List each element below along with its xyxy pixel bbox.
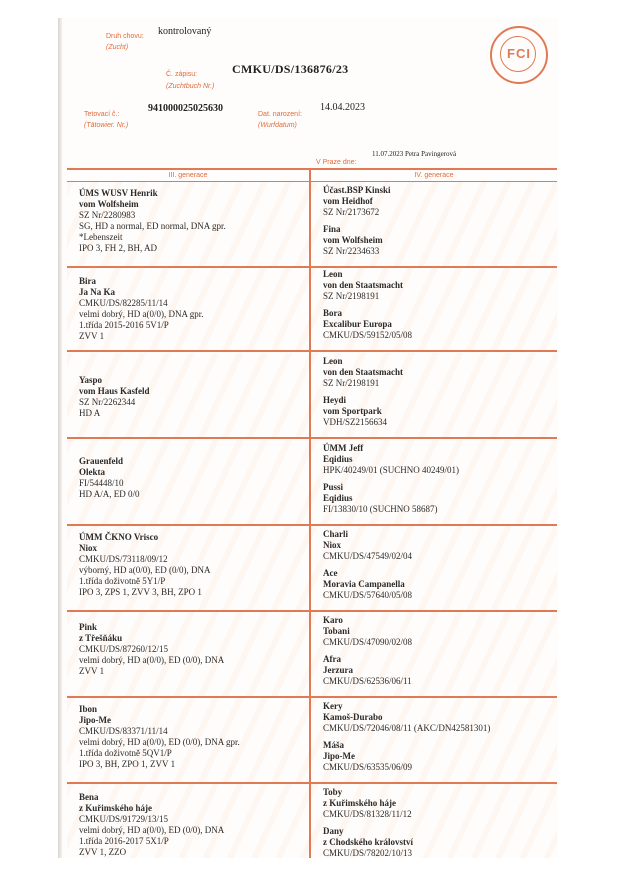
kennel-name: von den Staatsmacht: [323, 367, 404, 377]
gen3-dog: [79, 456, 303, 500]
pedigree-table: [67, 168, 557, 858]
gen4-sire: [323, 356, 551, 389]
dog-name: Máša: [323, 740, 344, 750]
gen4-sire: [323, 615, 551, 648]
gen3-cell: [67, 784, 309, 858]
kennel-name: z Chodského království: [323, 837, 414, 847]
dog-detail: CMKU/DS/59152/05/08: [323, 330, 413, 340]
kennel-name: Ja Na Ka: [79, 287, 115, 297]
kennel-name: vom Haus Kasfeld: [79, 386, 150, 396]
breeding-value: kontrolovaný: [158, 26, 212, 37]
dog-detail: VDH/SZ2156634: [323, 417, 388, 427]
column-header-gen4: IV. generace: [311, 170, 557, 182]
dog-name: Yaspo: [79, 375, 103, 385]
dog-name: Charli: [323, 529, 349, 539]
dog-detail: CMKU/DS/78202/10/13: [323, 848, 413, 858]
dog-detail: HPK/40249/01 (SUCHNO 40249/01): [323, 465, 460, 475]
gen4-sire: [323, 269, 551, 302]
dog-detail: FI/13830/10 (SUCHNO 58687): [323, 504, 438, 514]
kennel-name: Excalibur Europa: [323, 319, 392, 329]
pedigree-row: [67, 266, 557, 352]
dog-detail: CMKU/DS/87260/12/15: [79, 644, 169, 654]
gen4-cell: [311, 526, 557, 610]
pedigree-row: [67, 526, 557, 612]
kennel-name: Eqidius: [323, 454, 353, 464]
dog-name: Dany: [323, 826, 344, 836]
gen4-dam: [323, 826, 551, 858]
dog-detail: FI/54448/10: [79, 478, 124, 488]
registration-number: CMKU/DS/136876/23: [232, 62, 349, 76]
kennel-name: vom Wolfsheim: [79, 199, 139, 209]
gen4-cell: [311, 612, 557, 696]
dog-detail: *Lebenszeit: [79, 232, 123, 242]
kennel-name: z Kuřimského háje: [79, 803, 152, 813]
dog-detail: SZ Nr/2262344: [79, 397, 136, 407]
dog-name: Grauenfeld: [79, 456, 123, 466]
dog-name: Fina: [323, 224, 341, 234]
dog-name: Bena: [79, 792, 99, 802]
gen3-dog: [79, 188, 303, 254]
gen4-sire: [323, 443, 551, 476]
gen4-dam: [323, 482, 551, 515]
gen4-dam: [323, 568, 551, 601]
pedigree-row: [67, 182, 557, 268]
issue-place-label: V Praze dne:: [316, 159, 357, 166]
dog-detail: CMKU/DS/72046/08/11 (AKC/DN42581301): [323, 723, 491, 733]
gen4-sire: [323, 185, 551, 218]
registration-label: Č. zápisu:: [166, 71, 198, 78]
dog-name: Účast.BSP Kinski: [323, 185, 391, 195]
dog-detail: SZ Nr/2173672: [323, 207, 380, 217]
dog-detail: SG, HD a normal, ED normal, DNA gpr.: [79, 221, 226, 231]
gen4-cell: [311, 353, 557, 437]
dog-name: ÚMM ČKNO Vrisco: [79, 532, 159, 542]
gen3-dog: [79, 704, 303, 770]
gen3-dog: [79, 276, 303, 342]
pedigree-row: [67, 353, 557, 439]
kennel-name: vom Wolfsheim: [323, 235, 383, 245]
dog-detail: CMKU/DS/47549/02/04: [323, 551, 413, 561]
kennel-name: z Třešňáku: [79, 633, 123, 643]
tattoo-label: Tetovací č.:: [84, 111, 120, 118]
dog-detail: velmi dobrý, HD a(0/0), ED (0/0), DNA: [79, 655, 225, 665]
dog-detail: SZ Nr/2234633: [323, 246, 380, 256]
gen4-sire: [323, 787, 551, 820]
dog-name: Bira: [79, 276, 96, 286]
dog-name: Kery: [323, 701, 343, 711]
gen3-cell: [67, 353, 309, 437]
gen3-cell: [67, 266, 309, 350]
kennel-name: Jipo-Me: [323, 751, 355, 761]
dog-detail: IPO 3, BH, ZPO 1, ZVV 1: [79, 759, 176, 769]
dog-name: Leon: [323, 356, 343, 366]
gen3-dog: [79, 532, 303, 598]
dog-detail: 1.třída doživotně 5Y1/P: [79, 576, 166, 586]
pedigree-sheet: [62, 18, 558, 858]
dog-detail: CMKU/DS/91729/13/15: [79, 814, 169, 824]
dog-detail: velmi dobrý, HD a(0/0), ED (0/0), DNA gpr.: [79, 737, 240, 747]
dog-detail: CMKU/DS/63535/06/09: [323, 762, 413, 772]
kennel-name: Eqidius: [323, 493, 353, 503]
gen4-sire: [323, 529, 551, 562]
dog-detail: výborný, HD a(0/0), ED (0/0), DNA: [79, 565, 211, 575]
kennel-name: Moravia Campanella: [323, 579, 405, 589]
dog-detail: CMKU/DS/82285/11/14: [79, 298, 168, 308]
dog-detail: SZ Nr/2198191: [323, 291, 380, 301]
gen4-dam: [323, 395, 551, 428]
gen4-dam: [323, 308, 551, 341]
kennel-name: von den Staatsmacht: [323, 280, 404, 290]
dog-detail: IPO 3, FH 2, BH, AD: [79, 243, 158, 253]
fci-seal: [490, 26, 548, 84]
dog-detail: CMKU/DS/62536/06/11: [323, 676, 412, 686]
dog-name: ÚMM Jeff: [323, 443, 364, 453]
gen4-cell: [311, 182, 557, 266]
gen4-sire: [323, 701, 551, 734]
breeding-label-de: (Zucht): [106, 44, 129, 51]
kennel-name: Niox: [79, 543, 97, 553]
gen4-dam: [323, 654, 551, 687]
fci-seal-text: FCI: [507, 46, 531, 61]
kennel-name: Niox: [323, 540, 341, 550]
issue-place-date: 11.07.2023 Petra Pavingerová: [372, 150, 457, 158]
dog-detail: velmi dobrý, HD a(0/0), ED (0/0), DNA: [79, 825, 225, 835]
page-bottom-margin: [0, 858, 624, 876]
pedigree-row: [67, 698, 557, 784]
dog-detail: 1.třída doživotně 5QV1/P: [79, 748, 172, 758]
dog-detail: CMKU/DS/47090/02/08: [323, 637, 413, 647]
dog-detail: CMKU/DS/73118/09/12: [79, 554, 168, 564]
date-of-birth: 14.04.2023: [320, 102, 365, 113]
gen4-dam: [323, 224, 551, 257]
gen4-cell: [311, 266, 557, 350]
dob-label: Dat. narození:: [258, 111, 302, 118]
gen3-dog: [79, 375, 303, 419]
gen3-cell: [67, 440, 309, 524]
dog-name: Afra: [323, 654, 341, 664]
dog-detail: CMKU/DS/81328/11/12: [323, 809, 412, 819]
dog-name: Ace: [323, 568, 338, 578]
gen3-dog: [79, 622, 303, 677]
gen4-dam: [323, 740, 551, 773]
pedigree-row: [67, 440, 557, 526]
kennel-name: Olekta: [79, 467, 105, 477]
dog-detail: CMKU/DS/57640/05/08: [323, 590, 413, 600]
dog-detail: ZVV 1, ZZO: [79, 847, 127, 857]
dog-name: Pink: [79, 622, 98, 632]
gen4-cell: [311, 440, 557, 524]
dog-name: Bora: [323, 308, 342, 318]
dog-detail: SZ Nr/2198191: [323, 378, 380, 388]
kennel-name: vom Sportpark: [323, 406, 382, 416]
kennel-name: Kamoš-Durabo: [323, 712, 383, 722]
kennel-name: Jipo-Me: [79, 715, 111, 725]
gen3-cell: [67, 698, 309, 782]
dog-detail: HD A: [79, 408, 101, 418]
dog-detail: ZVV 1: [79, 666, 105, 676]
dob-label-de: (Wurfdatum): [258, 122, 297, 129]
dog-name: Heydi: [323, 395, 347, 405]
dog-name: ÚMS WUSV Henrik: [79, 188, 158, 198]
registration-label-de: (Zuchtbuch Nr.): [166, 83, 215, 90]
kennel-name: Jerzura: [323, 665, 353, 675]
dog-name: Ibon: [79, 704, 98, 714]
kennel-name: vom Heidhof: [323, 196, 373, 206]
column-header-gen3: III. generace: [67, 170, 309, 182]
dog-detail: velmi dobrý, HD a(0/0), DNA gpr.: [79, 309, 204, 319]
dog-detail: CMKU/DS/83371/11/14: [79, 726, 168, 736]
kennel-name: z Kuřimského háje: [323, 798, 396, 808]
pedigree-row: [67, 612, 557, 698]
tattoo-label-de: (Tätowier. Nr.): [84, 122, 129, 129]
dog-name: Pussi: [323, 482, 344, 492]
breeding-label: Druh chovu:: [106, 33, 144, 40]
dog-name: Karo: [323, 615, 343, 625]
dog-detail: HD A/A, ED 0/0: [79, 489, 140, 499]
dog-detail: IPO 3, ZPS 1, ZVV 3, BH, ZPO 1: [79, 587, 202, 597]
dog-name: Leon: [323, 269, 343, 279]
dog-detail: SZ Nr/2280983: [79, 210, 136, 220]
tattoo-number: 941000025025630: [148, 103, 223, 114]
kennel-name: Tobani: [323, 626, 350, 636]
gen4-cell: [311, 698, 557, 782]
dog-detail: 1.třída 2015-2016 5V1/P: [79, 320, 169, 330]
gen4-cell: [311, 784, 557, 858]
pedigree-row: [67, 784, 557, 858]
dog-name: Toby: [323, 787, 343, 797]
gen3-cell: [67, 526, 309, 610]
dog-detail: 1.třída 2016-2017 5X1/P: [79, 836, 169, 846]
gen3-cell: [67, 612, 309, 696]
dog-detail: ZVV 1: [79, 331, 105, 341]
gen3-dog: [79, 792, 303, 858]
gen3-cell: [67, 182, 309, 266]
